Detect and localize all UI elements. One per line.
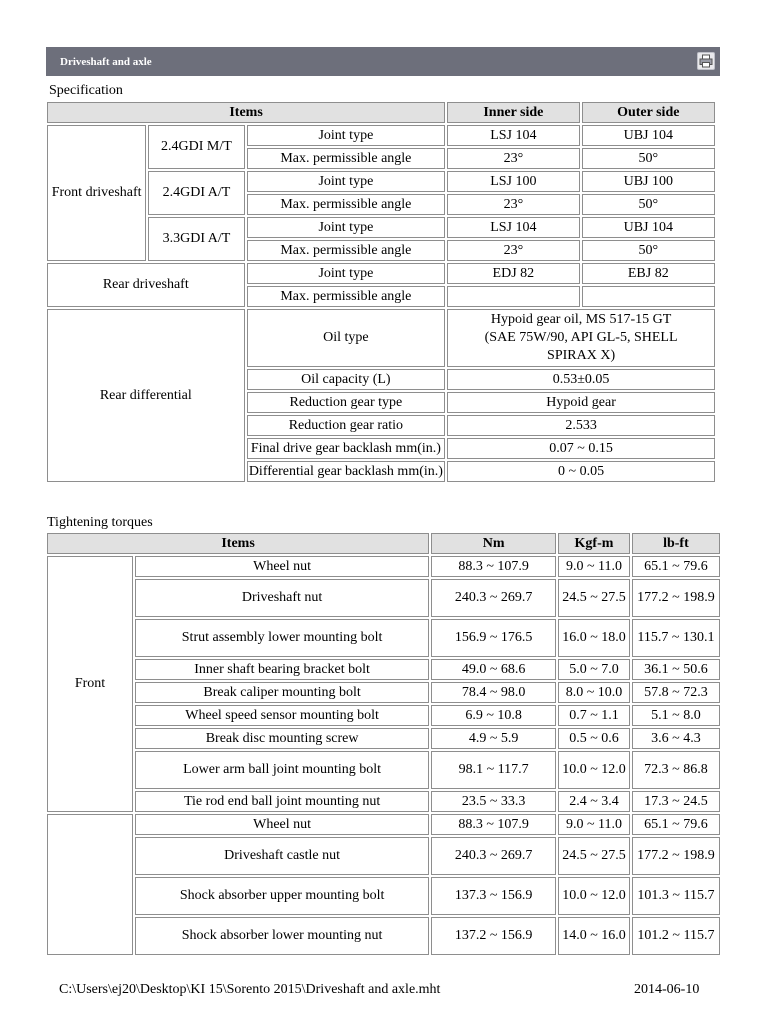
table-cell: 0.5 ~ 0.6 — [558, 728, 630, 749]
table-cell: UBJ 100 — [582, 171, 715, 192]
table-cell: 23.5 ~ 33.3 — [431, 791, 556, 812]
table-cell: 177.2 ~ 198.9 — [632, 837, 720, 875]
table-cell: 0.53±0.05 — [447, 369, 715, 390]
table-cell: Wheel nut — [135, 814, 429, 835]
table-cell: 98.1 ~ 117.7 — [431, 751, 556, 789]
table-cell: 49.0 ~ 68.6 — [431, 659, 556, 680]
oil-type-value: Hypoid gear oil, MS 517-15 GT (SAE 75W/90, API GL-5, SHELL SPIRAX X) — [447, 309, 715, 367]
table-cell: 10.0 ~ 12.0 — [558, 751, 630, 789]
print-button[interactable] — [697, 52, 715, 70]
table-cell: 65.1 ~ 79.6 — [632, 556, 720, 577]
table-cell: Max. permissible angle — [247, 286, 446, 307]
table-cell: 88.3 ~ 107.9 — [431, 556, 556, 577]
table-cell: 240.3 ~ 269.7 — [431, 837, 556, 875]
table-cell: 9.0 ~ 11.0 — [558, 814, 630, 835]
table-cell: Wheel speed sensor mounting bolt — [135, 705, 429, 726]
table-cell: 0 ~ 0.05 — [447, 461, 715, 482]
rear-group-cell — [47, 814, 133, 955]
torque-section-label: Tightening torques — [47, 515, 153, 530]
table-cell: Joint type — [247, 125, 446, 146]
table-cell: 65.1 ~ 79.6 — [632, 814, 720, 835]
table-cell: LSJ 100 — [447, 171, 579, 192]
table-cell: 101.3 ~ 115.7 — [632, 877, 720, 915]
torque-header-items: Items — [47, 533, 429, 554]
footer-date: 2014-06-10 — [634, 982, 700, 997]
front-group-cell: Front — [47, 556, 133, 812]
table-cell: LSJ 104 — [447, 125, 579, 146]
table-cell: Break disc mounting screw — [135, 728, 429, 749]
table-cell: 10.0 ~ 12.0 — [558, 877, 630, 915]
table-cell — [582, 286, 715, 307]
table-cell: LSJ 104 — [447, 217, 579, 238]
table-cell: 8.0 ~ 10.0 — [558, 682, 630, 703]
table-cell: 50° — [582, 240, 715, 261]
model-cell: 3.3GDI A/T — [148, 217, 244, 261]
table-cell: 101.2 ~ 115.7 — [632, 917, 720, 955]
rear-driveshaft-cell: Rear driveshaft — [47, 263, 245, 307]
spec-header-outer: Outer side — [582, 102, 715, 123]
table-cell: Differential gear backlash mm(in.) — [247, 461, 446, 482]
table-cell: 137.3 ~ 156.9 — [431, 877, 556, 915]
table-cell: 4.9 ~ 5.9 — [431, 728, 556, 749]
table-cell: 2.4 ~ 3.4 — [558, 791, 630, 812]
table-cell: 50° — [582, 148, 715, 169]
table-cell: 50° — [582, 194, 715, 215]
table-cell: Joint type — [247, 263, 446, 284]
table-cell: 177.2 ~ 198.9 — [632, 579, 720, 617]
table-cell: Inner shaft bearing bracket bolt — [135, 659, 429, 680]
table-cell: 240.3 ~ 269.7 — [431, 579, 556, 617]
table-cell: 36.1 ~ 50.6 — [632, 659, 720, 680]
table-cell: Shock absorber lower mounting nut — [135, 917, 429, 955]
table-cell: 23° — [447, 148, 579, 169]
torque-table — [45, 531, 722, 957]
page-title: Driveshaft and axle — [60, 56, 152, 68]
table-cell: 6.9 ~ 10.8 — [431, 705, 556, 726]
table-cell: 2.533 — [447, 415, 715, 436]
table-cell: 24.5 ~ 27.5 — [558, 837, 630, 875]
title-bar — [46, 47, 720, 76]
table-cell: Lower arm ball joint mounting bolt — [135, 751, 429, 789]
table-cell: Oil capacity (L) — [247, 369, 446, 390]
table-cell: 3.6 ~ 4.3 — [632, 728, 720, 749]
rear-differential-cell: Rear differential — [47, 309, 245, 482]
footer-file-path: C:\Users\ej20\Desktop\KI 15\Sorento 2015\Driveshaft and axle.mht — [59, 982, 441, 997]
table-cell: EBJ 82 — [582, 263, 715, 284]
table-cell: 156.9 ~ 176.5 — [431, 619, 556, 657]
table-cell: 78.4 ~ 98.0 — [431, 682, 556, 703]
table-cell: Reduction gear type — [247, 392, 446, 413]
table-cell: 23° — [447, 194, 579, 215]
spec-header-inner: Inner side — [447, 102, 579, 123]
table-cell: Hypoid gear — [447, 392, 715, 413]
torque-header-nm: Nm — [431, 533, 556, 554]
table-cell: Wheel nut — [135, 556, 429, 577]
table-cell: 5.0 ~ 7.0 — [558, 659, 630, 680]
table-cell: 88.3 ~ 107.9 — [431, 814, 556, 835]
table-cell: Driveshaft nut — [135, 579, 429, 617]
table-cell: Max. permissible angle — [247, 194, 446, 215]
table-cell: EDJ 82 — [447, 263, 579, 284]
table-cell: 57.8 ~ 72.3 — [632, 682, 720, 703]
table-cell: UBJ 104 — [582, 125, 715, 146]
table-cell — [447, 286, 579, 307]
torque-header-kgfm: Kgf-m — [558, 533, 630, 554]
table-cell: 9.0 ~ 11.0 — [558, 556, 630, 577]
table-cell: UBJ 104 — [582, 217, 715, 238]
table-cell: 17.3 ~ 24.5 — [632, 791, 720, 812]
table-cell: Joint type — [247, 171, 446, 192]
table-cell: 0.7 ~ 1.1 — [558, 705, 630, 726]
spec-section-label: Specification — [49, 83, 123, 98]
table-cell: Joint type — [247, 217, 446, 238]
specification-table — [45, 100, 717, 484]
table-cell: Final drive gear backlash mm(in.) — [247, 438, 446, 459]
spec-header-items: Items — [47, 102, 445, 123]
table-cell: 115.7 ~ 130.1 — [632, 619, 720, 657]
table-cell: Max. permissible angle — [247, 240, 446, 261]
table-cell: 0.07 ~ 0.15 — [447, 438, 715, 459]
table-cell: Max. permissible angle — [247, 148, 446, 169]
table-cell: Reduction gear ratio — [247, 415, 446, 436]
table-cell: 16.0 ~ 18.0 — [558, 619, 630, 657]
front-driveshaft-cell: Front driveshaft — [47, 125, 146, 261]
table-cell: Oil type — [247, 309, 446, 367]
table-cell: 72.3 ~ 86.8 — [632, 751, 720, 789]
table-cell: 24.5 ~ 27.5 — [558, 579, 630, 617]
table-cell: 137.2 ~ 156.9 — [431, 917, 556, 955]
table-cell: Tie rod end ball joint mounting nut — [135, 791, 429, 812]
table-cell: Break caliper mounting bolt — [135, 682, 429, 703]
table-cell: 14.0 ~ 16.0 — [558, 917, 630, 955]
table-cell: Strut assembly lower mounting bolt — [135, 619, 429, 657]
model-cell: 2.4GDI A/T — [148, 171, 244, 215]
model-cell: 2.4GDI M/T — [148, 125, 244, 169]
table-cell: 23° — [447, 240, 579, 261]
table-cell: Shock absorber upper mounting bolt — [135, 877, 429, 915]
table-cell: Driveshaft castle nut — [135, 837, 429, 875]
printer-icon — [699, 54, 713, 68]
torque-header-lbft: lb-ft — [632, 533, 720, 554]
table-cell: 5.1 ~ 8.0 — [632, 705, 720, 726]
